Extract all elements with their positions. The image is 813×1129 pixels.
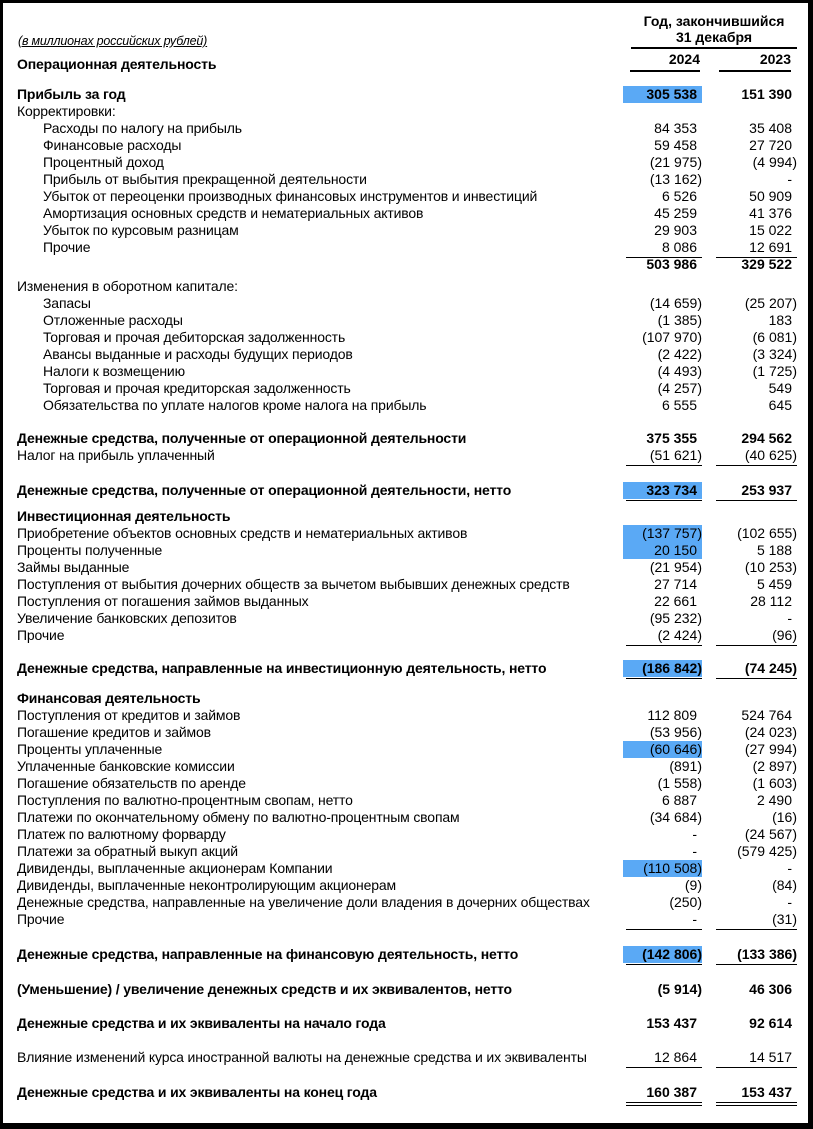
row-label: Финансовые расходы (43, 137, 182, 153)
table-row (3, 843, 808, 860)
value-2024: (2 422) (657, 346, 702, 362)
row-label: Денежные средства, полученные от операционной деятельности, нетто (17, 482, 512, 498)
row-label: Влияние изменений курса иностранной валюты на денежные средства и их эквиваленты (17, 1049, 587, 1065)
value-2024: 27 714 (654, 576, 697, 592)
period-line-2: 31 декабря (675, 29, 753, 45)
row-label: Проценты полученные (17, 542, 163, 558)
value-2024: 6 887 (661, 792, 697, 808)
period-line-1: Год, закончившийся (643, 13, 785, 29)
value-2024: 45 259 (654, 205, 697, 221)
row-label: Платежи за обратный выкуп акций (17, 843, 238, 859)
value-2023: 253 937 (741, 482, 792, 498)
table-row (3, 559, 808, 576)
value-2024: (51 621) (649, 447, 702, 463)
row-label: Убыток по курсовым разницам (43, 222, 239, 238)
table-row (3, 188, 808, 205)
value-2023: (74 245) (744, 660, 797, 676)
total-underline (716, 645, 797, 646)
value-2024: 20 150 (623, 542, 702, 559)
value-2023: - (787, 894, 792, 910)
table-row (3, 137, 808, 154)
row-label: Платежи по окончательному обмену по валютно-процентным свопам (17, 809, 460, 825)
year-2024-header: 2024 (630, 51, 700, 72)
table-row (3, 312, 808, 329)
total-underline (626, 500, 702, 501)
value-2024: (21 954) (649, 559, 702, 575)
value-2023: 549 (768, 380, 792, 396)
table-row (3, 860, 808, 877)
table-row (3, 593, 808, 610)
table-row (3, 171, 808, 188)
table-row (3, 775, 808, 792)
units-note: (в миллионах российских рублей) (18, 34, 208, 48)
row-label: Корректировки: (17, 103, 116, 119)
value-2023: 27 720 (749, 137, 792, 153)
value-2024: (34 684) (649, 809, 702, 825)
value-2024: 6 555 (661, 397, 697, 413)
table-row (3, 120, 808, 137)
value-2023: 28 112 (750, 593, 792, 609)
table-row (3, 295, 808, 312)
total-underline (626, 1067, 702, 1068)
table-row (3, 256, 808, 273)
table-row (3, 363, 808, 380)
row-label: Дивиденды, выплаченные неконтролирующим акционерам (17, 877, 396, 893)
value-2024: 29 903 (654, 222, 697, 238)
total-underline (626, 964, 702, 965)
table-row (3, 329, 808, 346)
row-label: Денежные средства, полученные от операционной деятельности (17, 430, 467, 446)
table-row (3, 508, 808, 525)
table-row (3, 792, 808, 809)
table-row (3, 447, 808, 464)
value-2023: 15 022 (749, 222, 792, 238)
total-underline (716, 500, 797, 501)
row-label: Запасы (43, 295, 91, 311)
value-2024: (1 385) (657, 312, 702, 328)
value-2024: (891) (669, 758, 702, 774)
value-2023: (84) (772, 877, 797, 893)
row-label: Прочие (17, 911, 65, 927)
value-2024: 112 809 (647, 707, 697, 723)
period-header (631, 13, 797, 49)
table-row (3, 103, 808, 120)
total-underline (716, 678, 797, 679)
table-row (3, 1049, 808, 1066)
year-2023-header: 2023 (719, 51, 791, 72)
value-2024: 8 086 (661, 239, 697, 255)
value-2023: (4 994) (752, 154, 797, 170)
value-2023: (16) (772, 809, 797, 825)
value-2023: (10 253) (744, 559, 797, 575)
value-2023: (579 425) (737, 843, 797, 859)
row-label: Прочие (43, 239, 91, 255)
row-label: Приобретение объектов основных средств и нематериальных активов (17, 525, 468, 541)
table-row (3, 911, 808, 928)
row-label: Торговая и прочая кредиторская задолженность (43, 380, 351, 396)
value-2023: 5 188 (756, 542, 792, 558)
table-row (3, 809, 808, 826)
row-label: Прочие (17, 627, 65, 643)
value-2023: 14 517 (749, 1049, 792, 1065)
value-2024: (9) (684, 877, 702, 893)
table-row (3, 380, 808, 397)
value-2024: (21 975) (649, 154, 702, 170)
value-2024: (4 493) (657, 363, 702, 379)
row-label: Расходы по налогу на прибыль (43, 120, 242, 136)
row-label: Налоги к возмещению (43, 363, 185, 379)
value-2024: (142 806) (623, 946, 702, 963)
total-underline (626, 1102, 702, 1106)
value-2024: (1 558) (657, 775, 702, 791)
value-2023: 2 490 (756, 792, 792, 808)
row-label: Дивиденды, выплаченные акционерам Компании (17, 860, 333, 876)
table-row (3, 610, 808, 627)
value-2023: (1 603) (752, 775, 797, 791)
value-2023: (96) (772, 627, 797, 643)
value-2024: 503 986 (646, 256, 697, 272)
row-label: Погашение кредитов и займов (17, 724, 211, 740)
row-label: Поступления от кредитов и займов (17, 707, 241, 723)
value-2023: (25 207) (744, 295, 797, 311)
value-2023: (24 023) (744, 724, 797, 740)
total-underline (626, 678, 702, 679)
table-row (3, 1084, 808, 1101)
table-row (3, 278, 808, 295)
value-2024: (110 508) (623, 860, 702, 877)
value-2024: - (692, 911, 697, 927)
value-2024: (95 232) (649, 610, 702, 626)
table-row (3, 205, 808, 222)
value-2023: 46 306 (749, 981, 792, 997)
value-2023: (1 725) (752, 363, 797, 379)
value-2024: (14 659) (649, 295, 702, 311)
table-row (3, 758, 808, 775)
row-label: Обязательства по уплате налогов кроме налога на прибыль (43, 397, 427, 413)
value-2023: (133 386) (737, 946, 797, 962)
value-2024: (5 914) (657, 981, 702, 997)
value-2024: 323 734 (623, 482, 702, 499)
table-row (3, 576, 808, 593)
table-row (3, 946, 808, 963)
value-2024: (250) (669, 894, 702, 910)
row-label: Поступления от погашения займов выданных (17, 593, 309, 609)
total-underline (716, 964, 797, 965)
value-2023: 294 562 (741, 430, 792, 446)
row-label: Амортизация основных средств и нематериальных активов (43, 205, 424, 221)
value-2023: - (787, 171, 792, 187)
table-row (3, 894, 808, 911)
table-row (3, 482, 808, 499)
row-label: Поступления от выбытия дочерних обществ за вычетом выбывших денежных средств (17, 576, 570, 592)
total-underline (626, 465, 702, 466)
row-label: Инвестиционная деятельность (17, 508, 231, 524)
value-2023: (27 994) (744, 741, 797, 757)
row-label: Денежные средства и их эквиваленты на начало года (17, 1015, 386, 1031)
value-2024: 153 437 (646, 1015, 697, 1031)
value-2024: 160 387 (646, 1084, 697, 1100)
row-label: Поступления по валютно-процентным свопам, нетто (17, 792, 353, 808)
value-2024: 375 355 (646, 430, 697, 446)
table-row (3, 660, 808, 677)
value-2023: 35 408 (749, 120, 792, 136)
row-label: Погашение обязательств по аренде (17, 775, 246, 791)
value-2023: 524 764 (741, 707, 792, 723)
section-title: Операционная деятельность (17, 56, 217, 72)
value-2024: 12 864 (654, 1049, 697, 1065)
row-label: Налог на прибыль уплаченный (17, 447, 215, 463)
value-2024: (186 842) (623, 660, 702, 677)
value-2023: 183 (768, 312, 792, 328)
value-2024: (2 424) (657, 627, 702, 643)
row-label: Денежные средства, направленные на инвестиционную деятельность, нетто (17, 660, 547, 676)
value-2024: 84 353 (654, 120, 697, 136)
total-underline (626, 929, 702, 930)
total-underline (626, 645, 702, 646)
table-row (3, 154, 808, 171)
value-2023: 645 (768, 397, 792, 413)
row-label: Прибыль от выбытия прекращенной деятельности (43, 171, 367, 187)
value-2023: 5 459 (756, 576, 792, 592)
value-2023: 329 522 (741, 256, 792, 272)
row-label: Прибыль за год (17, 86, 126, 102)
value-2023: - (787, 860, 792, 876)
value-2023: 12 691 (749, 239, 792, 255)
value-2024: 59 458 (654, 137, 697, 153)
table-row (3, 1015, 808, 1032)
table-row (3, 981, 808, 998)
total-underline (716, 465, 797, 466)
table-row (3, 724, 808, 741)
value-2024: (60 646) (623, 741, 702, 758)
value-2024: (13 162) (649, 171, 702, 187)
table-row (3, 627, 808, 644)
value-2024: (137 757) (623, 525, 702, 542)
section-operating (3, 56, 808, 73)
value-2023: (2 897) (752, 758, 797, 774)
row-label: Убыток от переоценки производных финансовых инструментов и инвестиций (43, 188, 538, 204)
row-label: Денежные средства и их эквиваленты на конец года (17, 1084, 377, 1100)
row-label: Займы выданные (17, 559, 130, 575)
row-label: Процентный доход (43, 154, 164, 170)
row-label: Уплаченные банковские комиссии (17, 758, 235, 774)
table-row (3, 430, 808, 447)
value-2023: (3 324) (752, 346, 797, 362)
value-2023: 41 376 (749, 205, 792, 221)
row-label: Проценты уплаченные (17, 741, 163, 757)
table-row (3, 826, 808, 843)
table-row (3, 346, 808, 363)
row-label: Платеж по валютному форварду (17, 826, 226, 842)
value-2023: (102 655) (737, 525, 797, 541)
value-2023: 92 614 (749, 1015, 792, 1031)
row-label: Авансы выданные и расходы будущих периодов (43, 346, 353, 362)
row-label: (Уменьшение) / увеличение денежных средств и их эквивалентов, нетто (17, 981, 512, 997)
row-label: Денежные средства, направленные на увеличение доли владения в дочерних обществах (17, 894, 590, 910)
table-row (3, 877, 808, 894)
row-label: Финансовая деятельность (17, 690, 201, 706)
value-2023: 50 909 (749, 188, 792, 204)
value-2023: 153 437 (741, 1084, 792, 1100)
value-2024: (4 257) (657, 380, 702, 396)
value-2023: - (787, 610, 792, 626)
value-2023: (24 567) (744, 826, 797, 842)
table-row (3, 525, 808, 542)
table-row (3, 86, 808, 103)
value-2024: - (692, 843, 697, 859)
table-row (3, 239, 808, 256)
total-underline (716, 1067, 797, 1068)
value-2024: 6 526 (661, 188, 697, 204)
table-row (3, 707, 808, 724)
value-2024: 22 661 (654, 593, 697, 609)
row-label: Увеличение банковских депозитов (17, 610, 237, 626)
row-label: Торговая и прочая дебиторская задолженность (43, 329, 346, 345)
value-2023: 151 390 (741, 86, 792, 102)
value-2023: (40 625) (744, 447, 797, 463)
table-row (3, 741, 808, 758)
table-row (3, 397, 808, 414)
row-label: Отложенные расходы (43, 312, 183, 328)
value-2024: - (692, 826, 697, 842)
total-underline (716, 929, 797, 930)
value-2024: (53 956) (649, 724, 702, 740)
total-underline (716, 1102, 797, 1106)
value-2024: 305 538 (623, 86, 702, 103)
value-2023: (6 081) (752, 329, 797, 345)
value-2024: (107 970) (642, 329, 702, 345)
row-label: Изменения в оборотном капитале: (17, 278, 238, 294)
value-2023: (31) (772, 911, 797, 927)
table-row (3, 222, 808, 239)
table-row (3, 542, 808, 559)
table-row (3, 690, 808, 707)
row-label: Денежные средства, направленные на финансовую деятельность, нетто (17, 946, 519, 962)
cash-flow-statement (3, 3, 808, 1123)
